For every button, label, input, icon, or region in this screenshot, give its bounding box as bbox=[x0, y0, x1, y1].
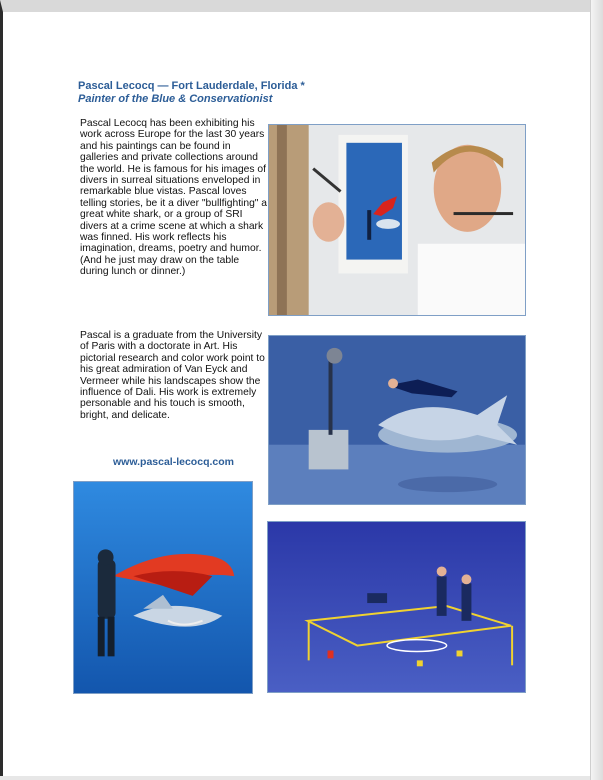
page-heading bbox=[78, 80, 305, 106]
diver-bullfighting-shark-painting bbox=[73, 481, 253, 694]
crime-scene-divers-painting bbox=[267, 521, 526, 693]
artist-name-location: Pascal Lecocq — Fort Lauderdale, Florida * bbox=[78, 80, 305, 92]
artist-tagline: Painter of the Blue & Conservationist bbox=[78, 93, 273, 105]
website-link[interactable]: www.pascal-lecocq.com bbox=[113, 456, 234, 468]
viewer-scrollbar[interactable] bbox=[590, 0, 603, 780]
bio-paragraph-2: Pascal is a graduate from the University of Paris with a doctorate in Art. His pictorial research and color work point to his great admiration of Van Eyck and Vermeer while his landscapes show the influence of Dali. His work is extremely personable and his touch is smooth, bright, and delicate. bbox=[80, 330, 265, 421]
shark-dentist-painting bbox=[268, 335, 526, 505]
artist-portrait-photo bbox=[268, 124, 526, 316]
bio-paragraph-1: Pascal Lecocq has been exhibiting his work across Europe for the last 30 years and his paintings can be found in galleries and private collections around the world. He is famous for his images of divers in surreal situations enveloped in remarkable blue vistas. Pascal loves telling stories, be it a diver "bullfighting" a great white shark, or a group of SRI divers at a crime scene at which a shark was finned. His work reflects his imagination, dreams, poetry and humor. (And he just may draw on the table during lunch or dinner.) bbox=[80, 118, 268, 278]
